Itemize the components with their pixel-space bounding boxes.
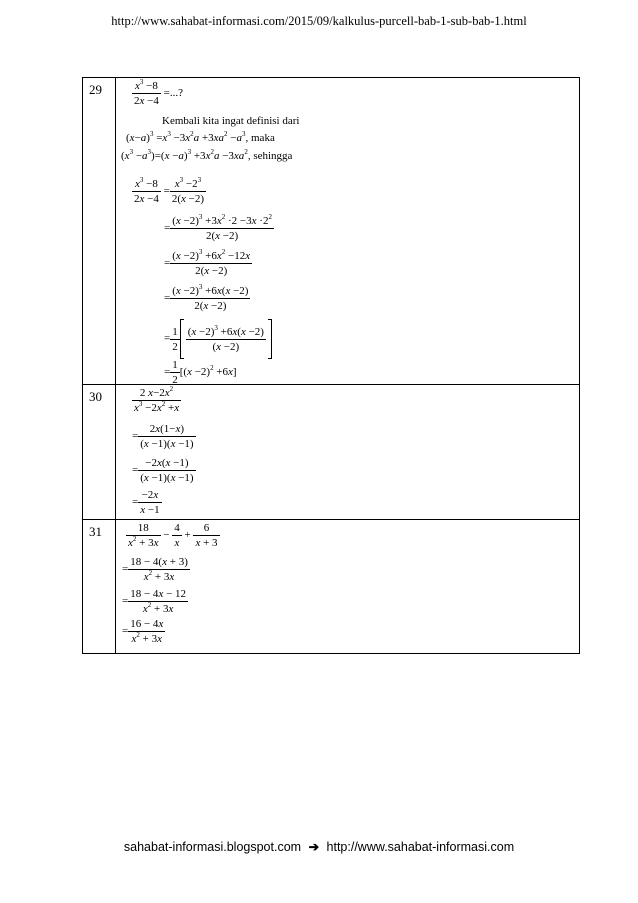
math-line: = $\frac{16 - 4x}{x^2 + 3x}$ (122, 618, 164, 645)
math-line: $\frac{x^3 -8}{2x -4}$ =...? (134, 78, 183, 107)
math-line: = $\frac{-2x(x -1)}{(x -1)(x -1)}$ (132, 457, 194, 484)
footer-blog-link[interactable]: sahabat-informasi.blogspot.com (123, 840, 302, 854)
problem-number: 29 (83, 78, 116, 385)
math-line: = $\frac{18 - 4(x + 3)}{x^2 + 3x}$ (122, 556, 188, 583)
math-line: $(x^3 -a^3)=(x -a)^3 +3x^2a -3xa^2$, sehingga (121, 148, 293, 162)
math-line: = $\frac{(x -2)^3 +3x^2 \cdot 2 -3x \cdot 2^2}{2(x -2)}$ (164, 213, 272, 242)
problem-number: 30 (83, 385, 116, 520)
math-line: = $\frac{18 - 4x - 12}{x^2 + 3x}$ (122, 588, 187, 615)
table-row (83, 520, 580, 654)
math-line: $(x-a)^3 =x^3 -3x^2a +3xa^2 -a^3$, maka (126, 130, 275, 144)
math-line: $\frac{18}{x^2 + 3x}$ − $\frac{4}{x}$ + $\frac{6}{x + 3}$ (128, 522, 218, 549)
math-line: = $\frac{-2x}{x -1}$ (132, 489, 160, 516)
table-row (83, 78, 580, 385)
arrow-right-icon: ➔ (308, 840, 320, 854)
problem-solution (116, 385, 580, 520)
math-line: $\frac{2 x-2x^2}{x^3 -2x^2 +x}$ (134, 385, 180, 414)
math-line: = $\frac{1}{2}$ $\frac{(x -2)^3 +6x(x -2)}{(x -2)}$ (164, 319, 272, 359)
text-line: Kembali kita ingat definisi dari (162, 115, 300, 127)
math-line: $\frac{x^3 -8}{2x -4}$ = $\frac{x^3 -2^3}{2(x -2)}$ (134, 176, 205, 205)
math-line: = $\frac{(x -2)^3 +6x(x -2)}{2(x -2)}$ (164, 283, 249, 312)
footer-site-link[interactable]: http://www.sahabat-informasi.com (326, 840, 515, 854)
table-row (83, 385, 580, 520)
problem-number: 31 (83, 520, 116, 654)
math-line: = $\frac{1}{2}$ $[(x -2)^2 +6x]$ (164, 359, 237, 386)
footer (0, 839, 638, 854)
problem-solution (116, 520, 580, 654)
solutions-table (82, 77, 580, 654)
problem-solution (116, 78, 580, 385)
header-url[interactable]: http://www.sahabat-informasi.com/2015/09/kalkulus-purcell-bab-1-sub-bab-1.html (111, 14, 527, 28)
math-line: = $\frac{(x -2)^3 +6x^2 -12x}{2(x -2)}$ (164, 248, 251, 277)
math-line: = $\frac{2x(1-x)}{(x -1)(x -1)}$ (132, 423, 194, 450)
